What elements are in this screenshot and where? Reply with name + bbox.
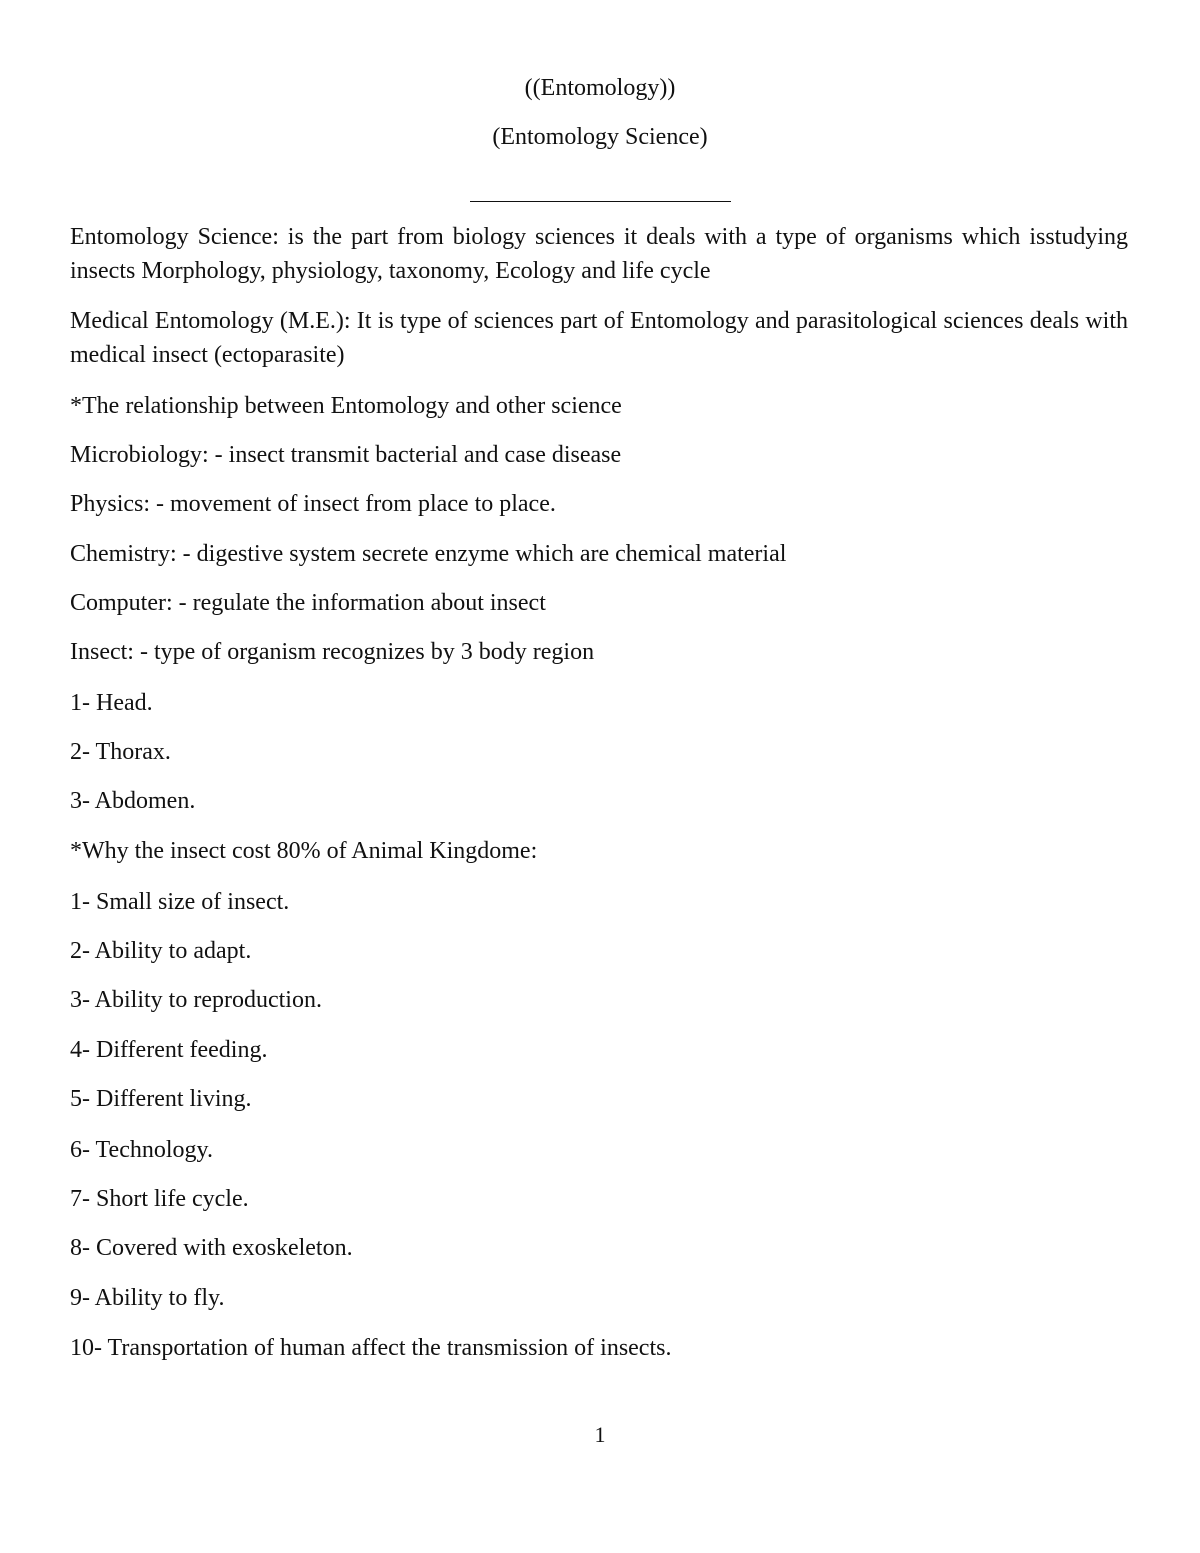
medical-entomology-paragraph: Medical Entomology (M.E.): It is type of sciences part of Entomology and parasitological sciences deals with medical insect (ectoparasite) [70, 308, 1128, 368]
reason-item: 7- Short life cycle. [70, 1186, 249, 1212]
document-subtitle: (Entomology Science) [492, 124, 708, 150]
body-region-item: 1- Head. [70, 690, 153, 716]
reason-item: 2- Ability to adapt. [70, 938, 252, 964]
body-region-item: 2- Thorax. [70, 739, 171, 765]
relationship-heading: *The relationship between Entomology and other science [70, 393, 622, 419]
reason-item: 6- Technology. [70, 1137, 213, 1163]
definition-paragraph: Entomology Science: is the part from biology sciences it deals with a type of organisms which isstudying insects Morphology, physiology, taxonomy, Ecology and life cycle [70, 224, 1128, 284]
reason-item: 3- Ability to reproduction. [70, 987, 322, 1013]
document-title: ((Entomology)) [524, 75, 676, 101]
why-heading: *Why the insect cost 80% of Animal Kingdome: [70, 838, 538, 864]
body-region-item: 3- Abdomen. [70, 788, 196, 814]
reason-item: 9- Ability to fly. [70, 1285, 225, 1311]
reason-item: 8- Covered with exoskeleton. [70, 1235, 353, 1261]
relationship-item: Physics: - movement of insect from place to place. [70, 491, 556, 517]
reason-item: 1- Small size of insect. [70, 889, 290, 915]
page-number: 1 [594, 1422, 606, 1447]
reason-item: 5- Different living. [70, 1086, 252, 1112]
relationship-item: Chemistry: - digestive system secrete enzyme which are chemical material [70, 541, 787, 567]
title-divider [470, 201, 731, 202]
relationship-item: Computer: - regulate the information about insect [70, 590, 546, 616]
relationship-item: Microbiology: - insect transmit bacterial and case disease [70, 442, 622, 468]
reason-item: 4- Different feeding. [70, 1037, 268, 1063]
insect-definition: Insect: - type of organism recognizes by 3 body region [70, 639, 595, 665]
reason-item: 10- Transportation of human affect the transmission of insects. [70, 1335, 672, 1361]
